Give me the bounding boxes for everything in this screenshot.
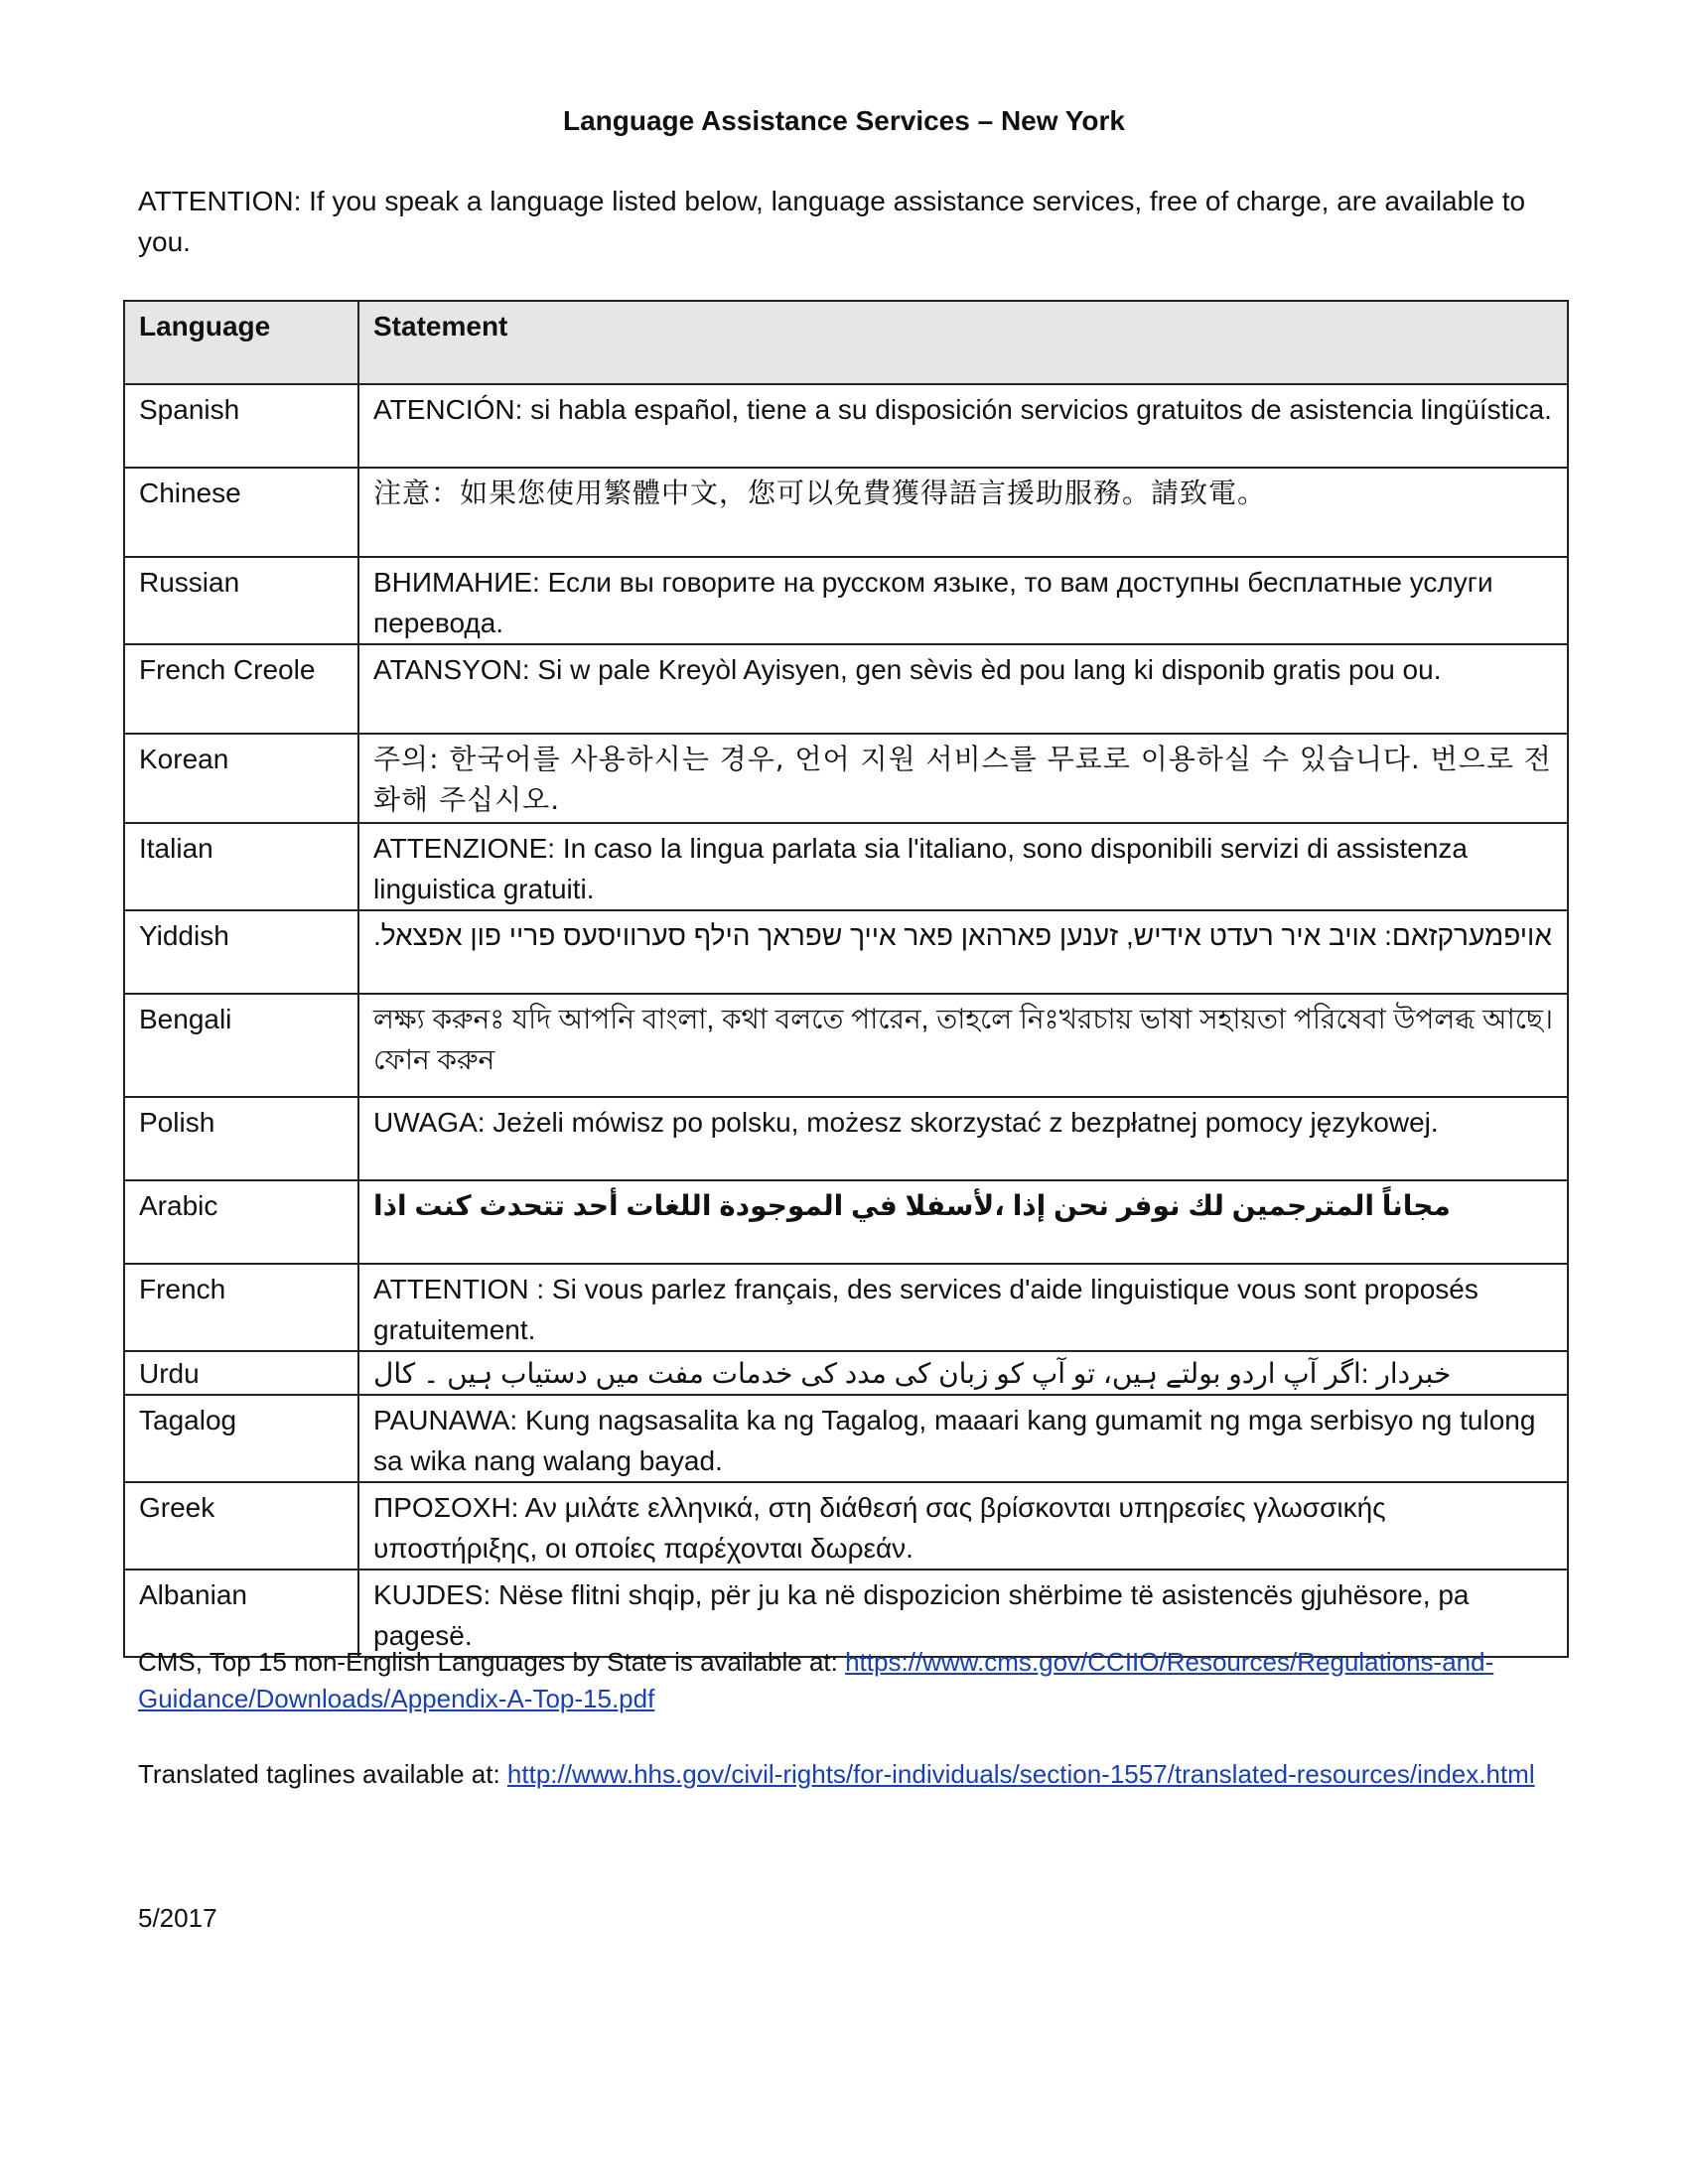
language-cell: French bbox=[124, 1264, 358, 1351]
header-statement: Statement bbox=[358, 301, 1568, 384]
language-cell: Urdu bbox=[124, 1351, 358, 1395]
table-row bbox=[124, 1395, 1568, 1482]
statement-cell: ATTENZIONE: In caso la lingua parlata sia l'italiano, sono disponibili servizi di assistenza linguistica gratuiti. bbox=[358, 823, 1568, 910]
statement-cell: خبردار :اگر آپ اردو بولتے ہیں، تو آپ کو زبان کی مدد کی خدمات مفت میں دستیاب ہیں ۔ کال bbox=[358, 1351, 1568, 1395]
table-header-row bbox=[124, 301, 1568, 384]
language-cell: Albanian bbox=[124, 1570, 358, 1657]
table-row bbox=[124, 910, 1568, 994]
language-cell: Chinese bbox=[124, 468, 358, 557]
header-language: Language bbox=[124, 301, 358, 384]
language-cell: French Creole bbox=[124, 644, 358, 734]
table-row bbox=[124, 644, 1568, 734]
statement-cell: مجاناً المترجمين لك نوفر نحن إذا ،لأسفلا في الموجودة اللغات أحد تتحدث كنت اذا bbox=[358, 1180, 1568, 1264]
language-table bbox=[123, 300, 1569, 1658]
language-cell: Tagalog bbox=[124, 1395, 358, 1482]
table-row bbox=[124, 557, 1568, 644]
translated-taglines-text: Translated taglines available at: bbox=[138, 1759, 507, 1789]
statement-cell: ΠΡΟΣΟΧΗ: Αν μιλάτε ελληνικά, στη διάθεσή σας βρίσκονται υπηρεσίες γλωσσικής υποστήριξης, οι οποίες παρέχονται δωρεάν. bbox=[358, 1482, 1568, 1570]
statement-cell: PAUNAWA: Kung nagsasalita ka ng Tagalog, maaari kang gumamit ng mga serbisyo ng tulong sa wika nang walang bayad. bbox=[358, 1395, 1568, 1482]
statement-cell: KUJDES: Nëse flitni shqip, për ju ka në dispozicion shërbime të asistencës gjuhësore, pa pagesë. bbox=[358, 1570, 1568, 1657]
table-row bbox=[124, 1180, 1568, 1264]
table-row bbox=[124, 468, 1568, 557]
statement-cell: אויפמערקזאם: אויב איר רעדט אידיש, זענען פארהאן פאר אייך שפראך הילף סערוויסעס פריי פון אפצאל. bbox=[358, 910, 1568, 994]
language-cell: Italian bbox=[124, 823, 358, 910]
statement-cell: UWAGA: Jeżeli mówisz po polsku, możesz skorzystać z bezpłatnej pomocy językowej. bbox=[358, 1097, 1568, 1180]
table-row bbox=[124, 1097, 1568, 1180]
table-row bbox=[124, 823, 1568, 910]
table-row bbox=[124, 1351, 1568, 1395]
statement-cell: 주의: 한국어를 사용하시는 경우, 언어 지원 서비스를 무료로 이용하실 수 있습니다. 번으로 전화해 주십시오. bbox=[358, 734, 1568, 823]
statement-cell: ATENCIÓN: si habla español, tiene a su disposición servicios gratuitos de asistencia lingüística. bbox=[358, 384, 1568, 468]
language-cell: Spanish bbox=[124, 384, 358, 468]
page-title: Language Assistance Services – New York bbox=[563, 105, 1125, 136]
table-row bbox=[124, 1482, 1568, 1570]
statement-cell: ATTENTION : Si vous parlez français, des services d'aide linguistique vous sont proposés gratuitement. bbox=[358, 1264, 1568, 1351]
cms-source-text: CMS, Top 15 non-English Languages by State is available at: bbox=[138, 1647, 846, 1677]
language-cell: Korean bbox=[124, 734, 358, 823]
statement-cell: লক্ষ্য করুনঃ যদি আপনি বাংলা, কথা বলতে পারেন, তাহলে নিঃখরচায় ভাষা সহায়তা পরিষেবা উপলব্ধ আছে। ফোন করুন bbox=[358, 994, 1568, 1097]
cms-source-note bbox=[138, 1644, 1548, 1717]
cms-source-link[interactable]: https://www.cms.gov/CCIIO/Resources/Regulations-and-Guidance/Downloads/Appendix-A-Top-15.pdf bbox=[138, 1647, 1494, 1713]
document-date: 5/2017 bbox=[138, 1903, 217, 1933]
language-cell: Yiddish bbox=[124, 910, 358, 994]
table-row bbox=[124, 1264, 1568, 1351]
language-cell: Polish bbox=[124, 1097, 358, 1180]
table-row bbox=[124, 734, 1568, 823]
translated-taglines-note bbox=[138, 1756, 1548, 1793]
statement-cell: 注意：如果您使用繁體中文，您可以免費獲得語言援助服務。請致電。 bbox=[358, 468, 1568, 557]
statement-cell: ВНИМАНИЕ: Если вы говорите на русском языке, то вам доступны бесплатные услуги перевода. bbox=[358, 557, 1568, 644]
table-row bbox=[124, 994, 1568, 1097]
intro-paragraph: ATTENTION: If you speak a language listed below, language assistance services, free of charge, are available to you. bbox=[138, 186, 1526, 257]
language-cell: Greek bbox=[124, 1482, 358, 1570]
language-cell: Russian bbox=[124, 557, 358, 644]
language-cell: Arabic bbox=[124, 1180, 358, 1264]
table-row bbox=[124, 384, 1568, 468]
statement-cell: ATANSYON: Si w pale Kreyòl Ayisyen, gen sèvis èd pou lang ki disponib gratis pou ou. bbox=[358, 644, 1568, 734]
translated-taglines-link[interactable]: http://www.hhs.gov/civil-rights/for-individuals/section-1557/translated-resources/index.html bbox=[506, 1759, 1535, 1789]
language-cell: Bengali bbox=[124, 994, 358, 1097]
